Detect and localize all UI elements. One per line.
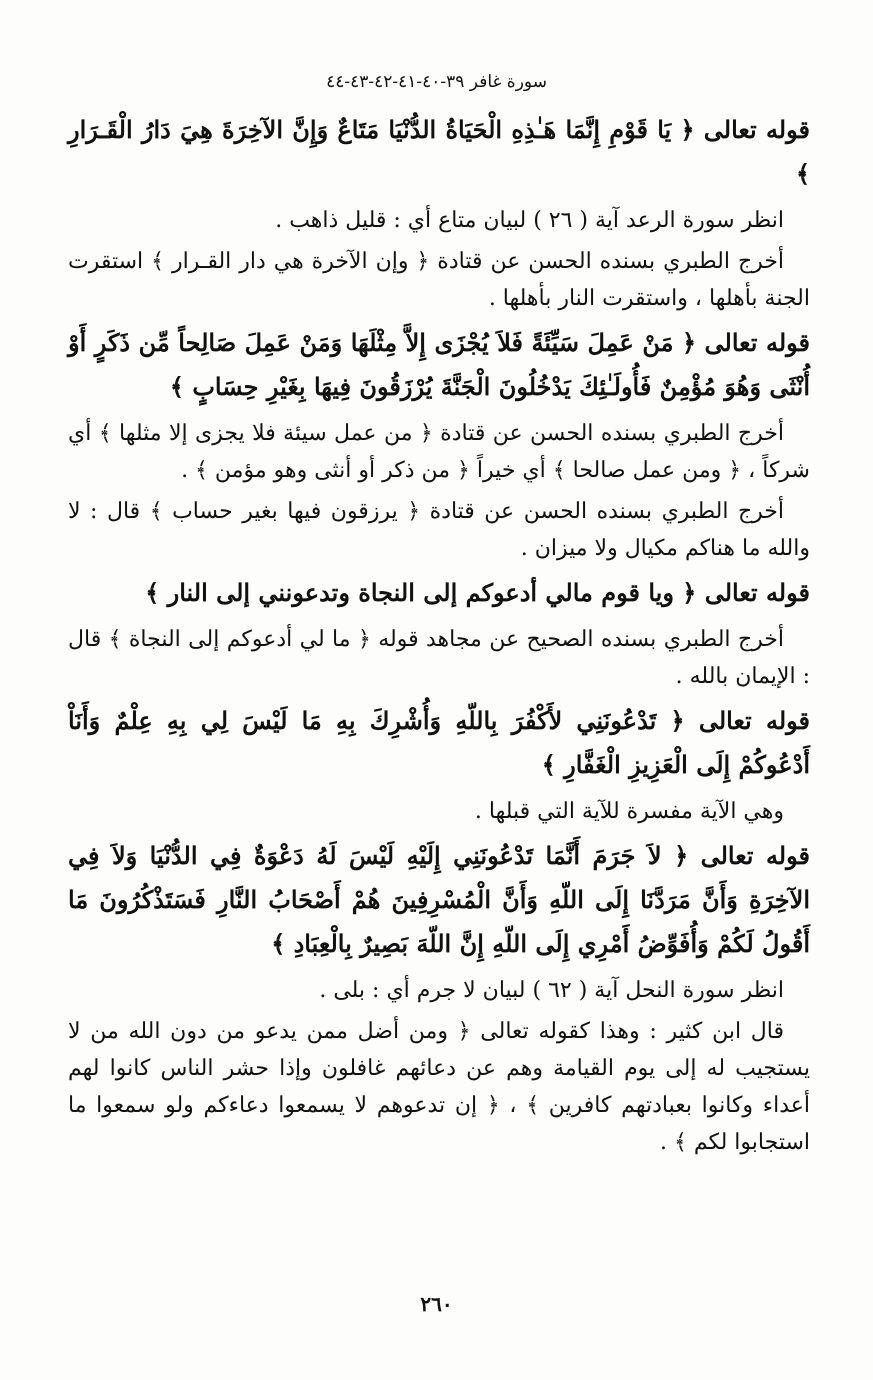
commentary-paragraph: أخرج الطبري بسنده الصحيح عن مجاهد قوله ﴿ ما لي أدعوكم إلى النجاة ﴾ قال : الإيمان بالله . [68,627,810,689]
running-header: سورة غافر ٣٩-٤٠-٤١-٤٢-٤٣-٤٤ [326,72,547,92]
page-number: ٢٦٠ [420,1292,453,1316]
commentary-paragraph: قال ابن كثير : وهذا كقوله تعالى ﴿ ومن أضل ممن يدعو من دون الله من لا يستجيب له إلى يوم القيامة وهم عن دعائهم غافلون وإذا حشر الناس كانوا لهم أعداء وكانوا بعبادتهم كافرين ﴾ ، ﴿ إن تدعوهم لا يسمعوا دعاءكم ولو سمعوا ما استجابوا لكم ﴾ . [68,1019,810,1155]
verse-heading: قوله تعالى ﴿ مَنْ عَمِلَ سَيِّئَةً فَلاَ يُجْزَى إِلاَّ مِثْلَهَا وَمَنْ عَمِلَ صَالِحاً مِّن ذَكَرٍ أَوْ أُنْثَى وَهُوَ مُؤْمِنٌ فَأُولَـٰئِكَ يَدْخُلُونَ الْجَنَّةَ يُرْزَقُونَ فِيهَا بِغَيْرِ حِسَابٍ ﴾ [68,328,811,401]
verse-heading: قوله تعالى ﴿ تَدْعُونَنِي لأَكْفُرَ بِاللّهِ وَأُشْرِكَ بِهِ مَا لَيْسَ لِي بِهِ عِلْمٌ وَأَنَاْ أَدْعُوكُمْ إِلَى الْعَزِيزِ الْغَفَّارِ ﴾ [68,706,811,779]
commentary-paragraph: أخرج الطبري بسنده الحسن عن قتادة ﴿ يرزقون فيها بغير حساب ﴾ قال : لا والله ما هناكم مكيال ولا ميزان . [68,499,810,561]
commentary-paragraph: انظر سورة النحل آية ( ٦٢ ) لبيان لا جرم أي : بلى . [319,978,784,1003]
commentary-paragraph: أخرج الطبري بسنده الحسن عن قتادة ﴿ وإن الآخرة هي دار القـرار ﴾ استقرت الجنة بأهلها ، واستقرت النار بأهلها . [68,249,810,311]
verse-heading: قوله تعالى ﴿ لاَ جَرَمَ أَنَّمَا تَدْعُونَنِي إِلَيْهِ لَيْسَ لَهُ دَعْوَةٌ فِي الدُّنْيَا وَلاَ فِي الآخِرَةِ وَأَنَّ مَرَدَّنَا إِلَى اللّهِ وَأَنَّ الْمُسْرِفِينَ هُمْ أَصْحَابُ النَّارِ فَسَتَذْكُرُونَ مَا أَقُولُ لَكُمْ وَأُفَوِّضُ أَمْرِي إِلَى اللّهِ إِنَّ اللّهَ بَصِيرٌ بِالْعِبَادِ ﴾ [68,841,811,958]
commentary-paragraph: انظر سورة الرعد آية ( ٢٦ ) لبيان متاع أي : قليل ذاهب . [275,208,784,233]
verse-heading: قوله تعالى ﴿ ويا قوم مالي أدعوكم إلى النجاة وتدعونني إلى النار ﴾ [145,578,810,607]
commentary-paragraph: وهي الآية مفسرة للآية التي قبلها . [474,799,784,824]
page-body [68,108,810,1165]
commentary-paragraph: أخرج الطبري بسنده الحسن عن قتادة ﴿ من عمل سيئة فلا يجزى إلا مثلها ﴾ أي شركاً ، ﴿ ومن عمل صالحا ﴾ أي خيراً ﴿ من ذكر أو أنثى وهو مؤمن ﴾ . [68,421,810,483]
verse-heading: قوله تعالى ﴿ يَا قَوْمِ إِنَّمَا هَـٰذِهِ الْحَيَاةُ الدُّنْيَا مَتَاعٌ وَإِنَّ الآخِرَةَ هِيَ دَارُ الْقَـرَارِ ﴾ [68,115,810,188]
